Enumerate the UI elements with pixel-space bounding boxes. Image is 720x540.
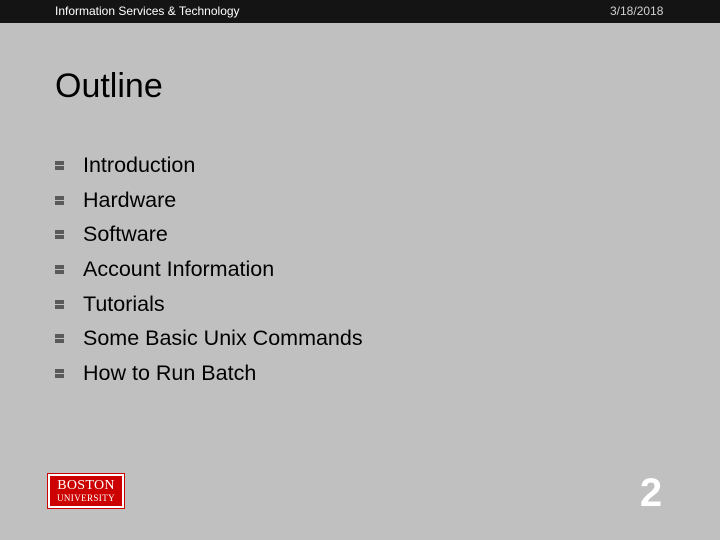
bullet-icon	[55, 161, 64, 170]
list-item	[55, 148, 363, 183]
bullet-icon	[55, 196, 64, 205]
list-item-label: Tutorials	[83, 291, 165, 316]
list-item	[55, 183, 363, 218]
slide-number: 2	[639, 471, 663, 515]
list-item	[55, 356, 363, 391]
outline-list	[55, 148, 363, 390]
list-item	[55, 321, 363, 356]
header-bar	[0, 0, 720, 23]
date-label: 3/18/2018	[610, 4, 664, 18]
slide-title: Outline	[55, 67, 163, 105]
list-item-label: How to Run Batch	[83, 360, 257, 385]
logo-line-1: BOSTON	[57, 478, 115, 493]
list-item-label: Hardware	[83, 187, 177, 212]
bullet-icon	[55, 300, 64, 309]
list-item-label: Introduction	[83, 153, 196, 178]
list-item-label: Account Information	[83, 257, 275, 282]
boston-university-logo	[48, 474, 124, 508]
bullet-icon	[55, 334, 64, 343]
bullet-icon	[55, 369, 64, 378]
list-item-label: Software	[83, 222, 168, 247]
list-item	[55, 252, 363, 287]
list-item	[55, 286, 363, 321]
department-label: Information Services & Technology	[55, 4, 240, 18]
bullet-icon	[55, 265, 64, 274]
bullet-icon	[55, 230, 64, 239]
list-item-label: Some Basic Unix Commands	[83, 326, 363, 351]
list-item	[55, 217, 363, 252]
logo-line-2: UNIVERSITY	[57, 493, 115, 503]
